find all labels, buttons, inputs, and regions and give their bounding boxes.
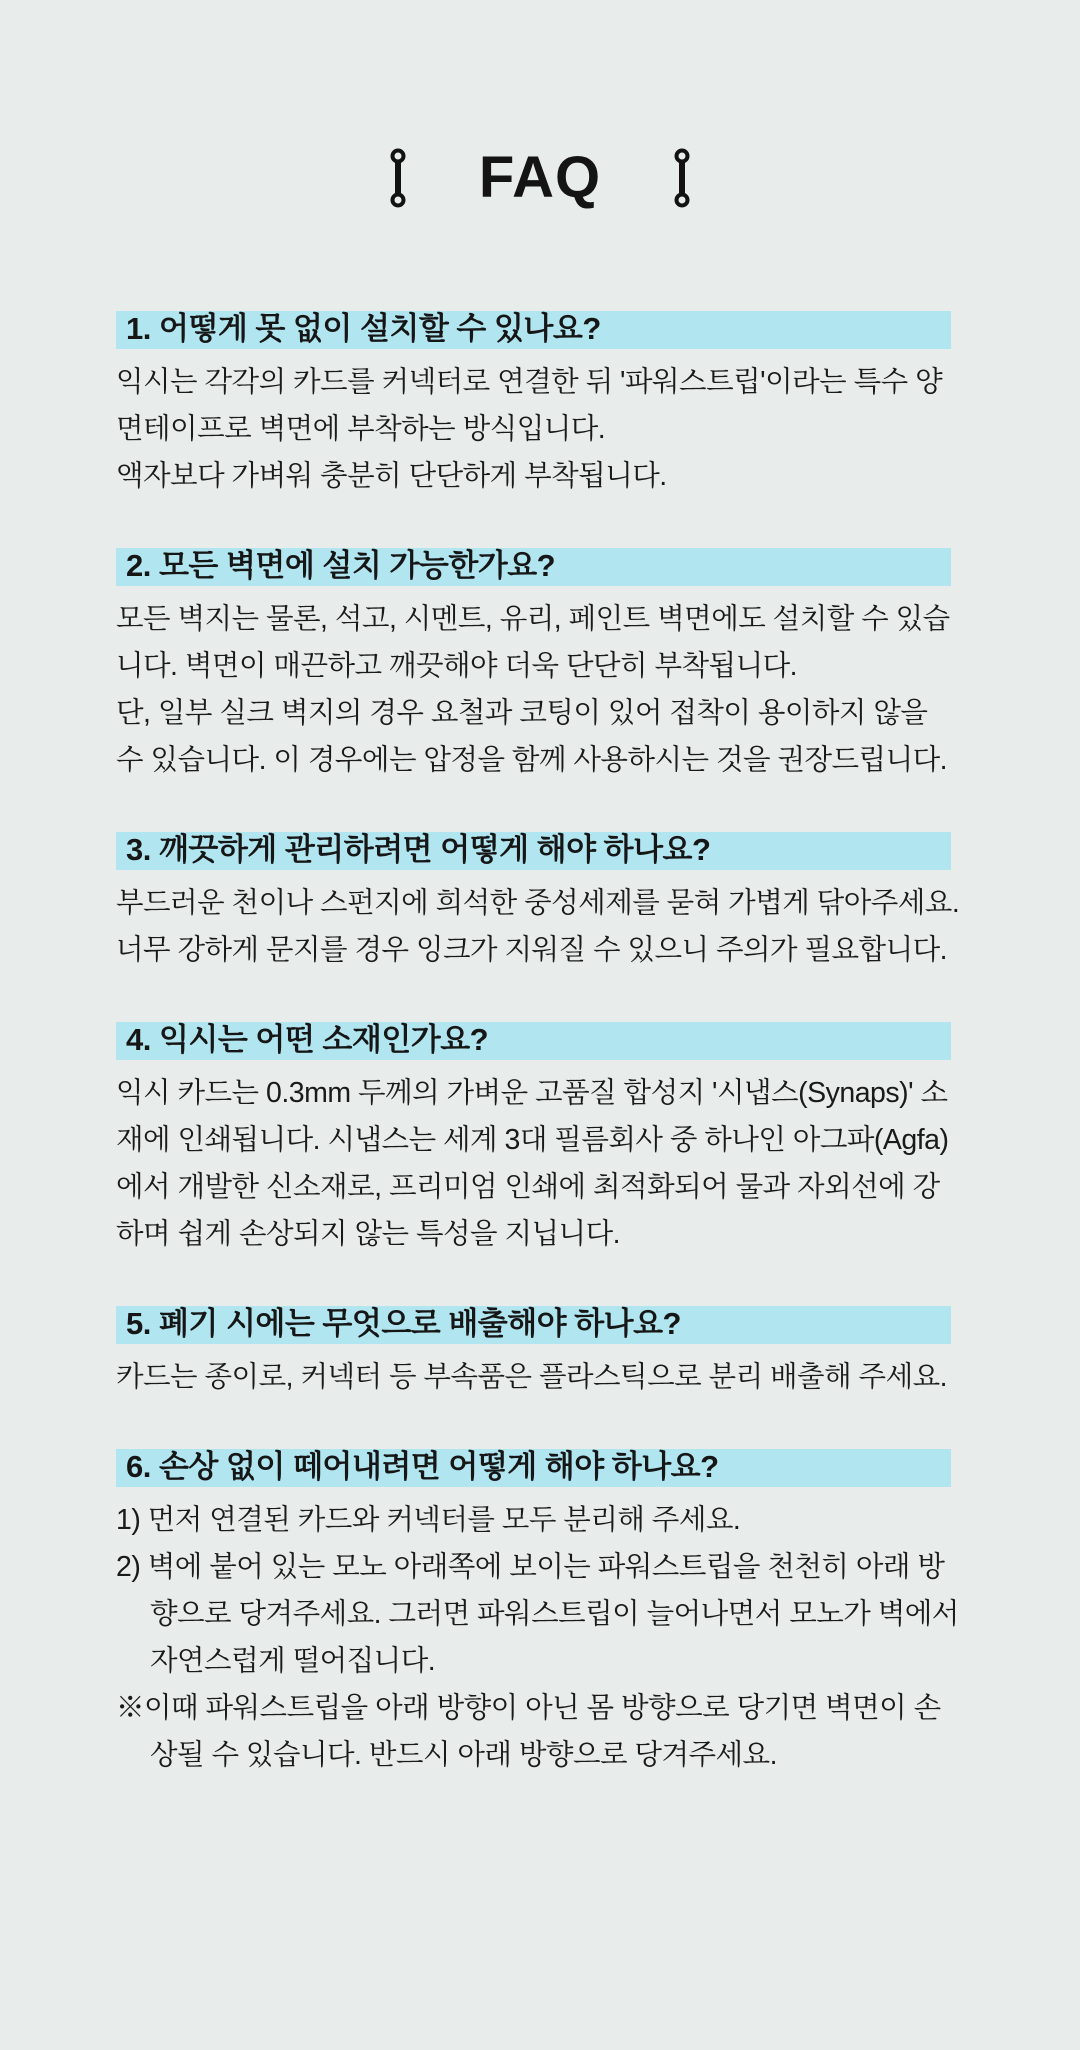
connector-pin-icon bbox=[671, 147, 693, 209]
faq-answer-1 bbox=[116, 359, 961, 500]
faq-question-4: 4. 익시는 어떤 소재인가요? bbox=[116, 1022, 951, 1060]
faq-answer-4 bbox=[116, 1070, 961, 1258]
answer-step-2: 2) 벽에 붙어 있는 모노 아래쪽에 보이는 파워스트립을 천천히 아래 방향으로 당겨주세요. 그러면 파워스트립이 늘어나면서 모노가 벽에서 자연스럽게 떨어집니다. bbox=[116, 1551, 959, 1677]
faq-answer-5 bbox=[116, 1354, 961, 1401]
faq-question-6: 6. 손상 없이 떼어내려면 어떻게 해야 하나요? bbox=[116, 1449, 951, 1487]
faq-answer-3 bbox=[116, 880, 961, 974]
page-title: FAQ bbox=[478, 145, 602, 210]
answer-paragraph: 카드는 종이로, 커넥터 등 부속품은 플라스틱으로 분리 배출해 주세요. bbox=[116, 1361, 948, 1393]
faq-list bbox=[0, 311, 1080, 1779]
answer-paragraph: 단, 일부 실크 벽지의 경우 요철과 코팅이 있어 접착이 용이하지 않을 수 있습니다. 이 경우에는 압정을 함께 사용하시는 것을 권장드립니다. bbox=[116, 697, 948, 776]
answer-paragraph: 익시는 각각의 카드를 커넥터로 연결한 뒤 '파워스트립'이라는 특수 양면테이프로 벽면에 부착하는 방식입니다. bbox=[116, 366, 943, 445]
faq-question-3: 3. 깨끗하게 관리하려면 어떻게 해야 하나요? bbox=[116, 832, 951, 870]
answer-step-1: 1) 먼저 연결된 카드와 커넥터를 모두 분리해 주세요. bbox=[116, 1504, 741, 1536]
faq-answer-6 bbox=[116, 1497, 961, 1779]
answer-paragraph: 부드러운 천이나 스펀지에 희석한 중성세제를 묻혀 가볍게 닦아주세요. 너무 강하게 문지를 경우 잉크가 지워질 수 있으니 주의가 필요합니다. bbox=[116, 887, 960, 966]
faq-answer-2 bbox=[116, 596, 961, 784]
connector-pin-icon bbox=[387, 147, 409, 209]
answer-warning-note: ※이때 파워스트립을 아래 방향이 아닌 몸 방향으로 당기면 벽면이 손상될 수 있습니다. 반드시 아래 방향으로 당겨주세요. bbox=[116, 1692, 941, 1771]
faq-question-2: 2. 모든 벽면에 설치 가능한가요? bbox=[116, 548, 951, 586]
faq-item-2 bbox=[116, 548, 961, 784]
answer-paragraph: 익시 카드는 0.3mm 두께의 가벼운 고품질 합성지 '시냅스(Synaps)' 소재에 인쇄됩니다. 시냅스는 세계 3대 필름회사 중 하나인 아그파(Agfa)에서 개발한 신소재로, 프리미엄 인쇄에 최적화되어 물과 자외선에 강하며 쉽게 손상되지 않는 특성을 지닙니다. bbox=[116, 1077, 949, 1250]
faq-item-5 bbox=[116, 1306, 961, 1401]
faq-question-5: 5. 폐기 시에는 무엇으로 배출해야 하나요? bbox=[116, 1306, 951, 1344]
faq-item-4 bbox=[116, 1022, 961, 1258]
faq-item-6 bbox=[116, 1449, 961, 1779]
faq-item-1 bbox=[116, 311, 961, 500]
faq-item-3 bbox=[116, 832, 961, 974]
answer-paragraph: 모든 벽지는 물론, 석고, 시멘트, 유리, 페인트 벽면에도 설치할 수 있습니다. 벽면이 매끈하고 깨끗해야 더욱 단단히 부착됩니다. bbox=[116, 603, 950, 682]
page-header bbox=[0, 0, 1080, 218]
answer-paragraph: 액자보다 가벼워 충분히 단단하게 부착됩니다. bbox=[116, 460, 667, 492]
faq-question-1: 1. 어떻게 못 없이 설치할 수 있나요? bbox=[116, 311, 951, 349]
